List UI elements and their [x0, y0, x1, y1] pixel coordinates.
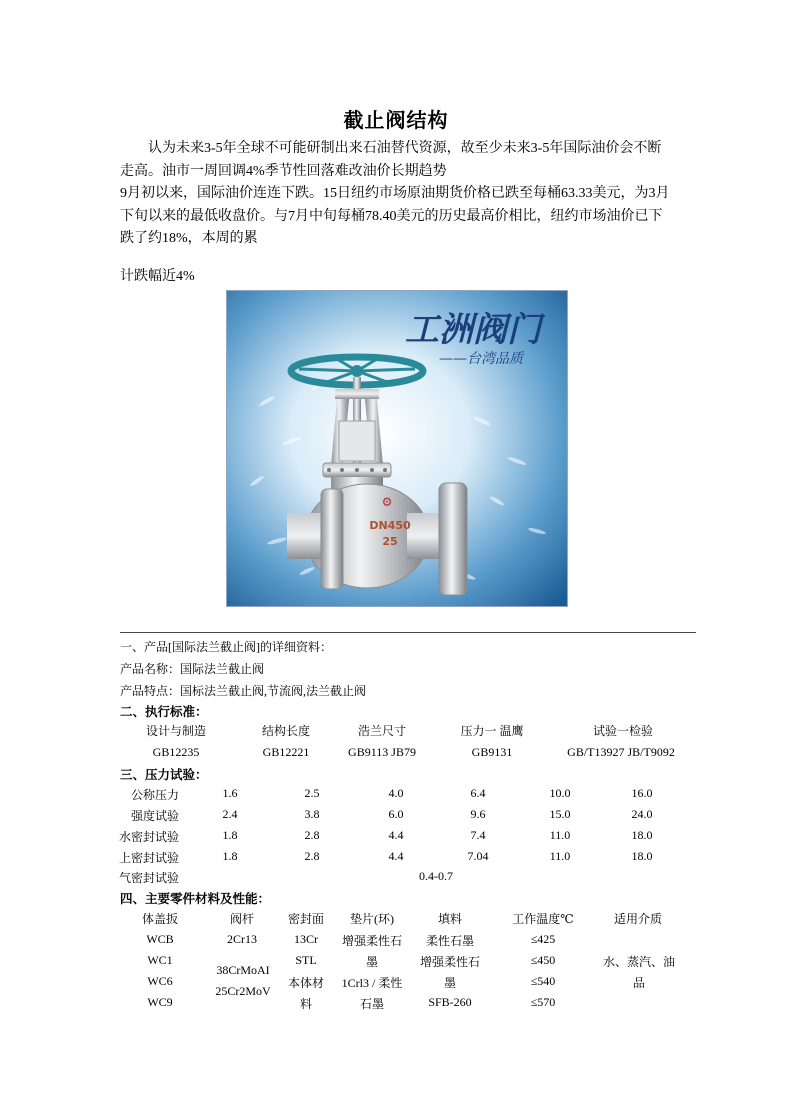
intro-line: 认为未来3-5年全球不可能研制出来石油替代资源，故至少未来3-5年国际油价会不断 — [148, 141, 662, 156]
intro-line: 下旬以来的最低收盘价。与7月中旬每桶78.40美元的历史最高价相比，纽约市场油价已下 — [120, 208, 663, 224]
table-header: 体盖扳 — [141, 912, 178, 926]
table-cell: 25Cr2MoV — [215, 984, 271, 998]
svg-text:⚙: ⚙ — [381, 495, 393, 509]
pressure-row-label: 水密封试验 — [118, 830, 179, 844]
section-divider — [120, 632, 696, 633]
intro-line: 9月初以来，国际油价连连下跌。15日纽约市场原油期货价格已跌至每桶63.33美元，为3月 — [120, 186, 670, 201]
table-cell: 4.4 — [388, 828, 404, 842]
table-cell: GB12221 — [262, 745, 310, 759]
table-cell: 2Cr13 — [227, 932, 257, 946]
table-cell: 2.8 — [304, 828, 320, 842]
table-header: 填料 — [437, 912, 462, 926]
intro-line: 跌了约18%，本周的累 — [120, 231, 258, 246]
table-header: 试验一检验 — [592, 724, 653, 738]
intro-paragraph — [120, 138, 680, 251]
table-cell: WC9 — [147, 995, 173, 1009]
table-cell: ≤570 — [530, 995, 556, 1009]
table-header: 压力一 温鹰 — [460, 724, 524, 738]
pressure-row-label: 公称压力 — [130, 788, 179, 802]
intro-tail: 计跌幅近4% — [120, 269, 195, 284]
table-cell: GB9113 JB79 — [348, 745, 416, 759]
table-cell: ≤425 — [530, 932, 556, 946]
table-cell: 4.0 — [388, 786, 404, 800]
table-cell: 2.4 — [222, 807, 238, 821]
table-cell: GB12235 — [152, 745, 200, 759]
body-marking-pn: 25 — [382, 535, 398, 548]
intro-line: 走高。油市一周回调4%季节性回落难改油价长期趋势 — [120, 163, 447, 179]
table-header: 密封面 — [287, 912, 324, 926]
table-cell: 6.0 — [388, 807, 404, 821]
details-line: 产品特点：国标法兰截止阀,节流阀,法兰截止阀 — [120, 684, 367, 698]
table-cell: GB/T13927 JB/T9092 — [567, 745, 675, 759]
table-cell: 2.5 — [304, 786, 320, 800]
table-header: 适用介质 — [613, 912, 662, 926]
brand-text: 工洲阀门 — [405, 310, 541, 350]
materials-heading: 四、主要零件材料及性能： — [120, 891, 271, 906]
table-cell: 1.6 — [222, 786, 238, 800]
table-cell: 9.6 — [470, 807, 486, 821]
table-cell: WC1 — [147, 953, 173, 967]
table-cell: 11.0 — [549, 849, 571, 863]
table-cell: 石墨 — [359, 997, 384, 1011]
table-cell: 6.4 — [470, 786, 486, 800]
table-cell: 3.8 — [304, 807, 320, 821]
pressure-heading: 三、压力试验： — [120, 767, 208, 782]
table-cell: 18.0 — [631, 849, 653, 863]
standards-heading: 二、执行标准： — [120, 704, 208, 719]
table-cell: 1Crl3 / 柔性 — [341, 976, 403, 990]
pressure-row-label: 上密封试验 — [118, 851, 179, 865]
table-header: 工作温度℃ — [512, 912, 574, 926]
table-cell: 11.0 — [549, 828, 571, 842]
table-cell: 0.4-0.7 — [419, 869, 453, 883]
body-marking-dn: DN450 — [369, 519, 411, 532]
table-cell: 料 — [299, 997, 312, 1011]
valve-photo — [226, 290, 568, 607]
valve-illustration — [227, 291, 567, 606]
table-cell: 16.0 — [631, 786, 653, 800]
table-cell: 7.4 — [470, 828, 486, 842]
table-cell: 4.4 — [388, 849, 404, 863]
table-header: 浩兰尺寸 — [357, 724, 406, 738]
table-cell: 增强柔性石 — [419, 955, 480, 969]
table-cell: 本体材 — [287, 976, 324, 990]
slogan-text: ——台湾品质 — [439, 351, 523, 367]
table-cell: 增强柔性石 — [341, 934, 402, 948]
table-cell: STL — [295, 953, 317, 967]
table-cell: ≤540 — [530, 974, 556, 988]
table-cell: ≤450 — [530, 953, 556, 967]
table-cell: GB9131 — [471, 745, 513, 759]
table-cell: 10.0 — [549, 786, 571, 800]
table-cell: 2.8 — [304, 849, 320, 863]
table-cell: 15.0 — [549, 807, 571, 821]
table-header: 结构长度 — [261, 724, 310, 738]
details-line: 产品名称：国际法兰截止阀 — [120, 662, 265, 676]
table-cell: SFB-260 — [428, 995, 472, 1009]
table-cell: 品 — [632, 976, 645, 990]
page-title: 截止阀结构 — [343, 110, 449, 132]
table-cell: 13Cr — [294, 932, 318, 946]
table-cell: 柔性石墨 — [425, 934, 474, 948]
table-cell: 18.0 — [631, 828, 653, 842]
table-cell: 墨 — [443, 976, 456, 990]
table-cell: 24.0 — [631, 807, 653, 821]
details-line: 一、产品[国际法兰截止阀]的详细资料： — [120, 640, 332, 654]
table-cell: 38CrMoAI — [216, 963, 270, 977]
table-cell: WC6 — [147, 974, 173, 988]
table-cell: 水、蒸汽、油 — [602, 955, 675, 969]
table-cell: 7.04 — [467, 849, 489, 863]
table-cell: 墨 — [365, 955, 378, 969]
pressure-row-label: 强度试验 — [130, 809, 179, 823]
pressure-row-label: 气密封试验 — [118, 871, 179, 885]
table-header: 阀杆 — [229, 912, 254, 926]
table-cell: 1.8 — [222, 828, 238, 842]
table-cell: WCB — [146, 932, 174, 946]
table-header: 垫片(环) — [350, 912, 394, 926]
table-cell: 1.8 — [222, 849, 238, 863]
table-header: 设计与制造 — [145, 724, 206, 738]
